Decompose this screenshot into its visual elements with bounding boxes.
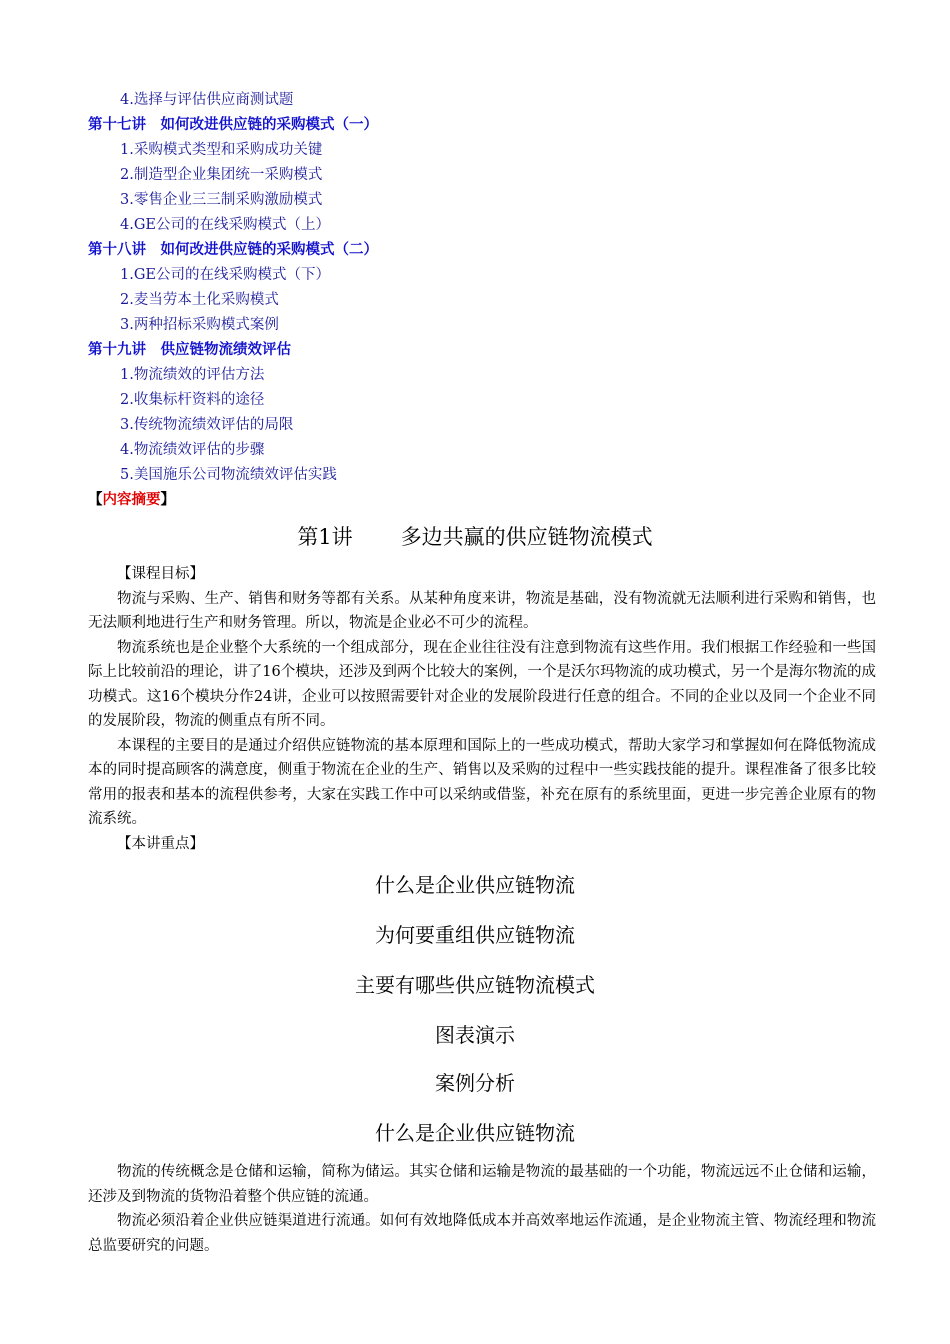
toc-item: 2.制造型企业集团统一采购模式 xyxy=(120,167,323,183)
toc-item: 1.采购模式类型和采购成功关键 xyxy=(120,142,323,158)
toc-lecture-heading: 第十八讲 如何改进供应链的采购模式（二） xyxy=(88,242,378,258)
key-point-item: 图表演示 xyxy=(435,1023,515,1047)
key-point-item: 主要有哪些供应链物流模式 xyxy=(355,973,595,997)
course-goal-section xyxy=(88,562,876,856)
toc-item: 1.GE公司的在线采购模式（下） xyxy=(120,267,331,283)
table-of-contents xyxy=(88,88,868,488)
toc-item: 2.收集标杆资料的途径 xyxy=(120,392,265,408)
summary-label xyxy=(88,488,175,509)
toc-item: 2.麦当劳本土化采购模式 xyxy=(120,292,279,308)
section-paragraph: 物流必须沿着企业供应链渠道进行流通。如何有效地降低成本并高效率地运作流通，是企业物流主管、物流经理和物流总监要研究的问题。 xyxy=(88,1213,876,1254)
lecture-name: 多边共赢的供应链物流模式 xyxy=(400,525,653,549)
toc-lecture-heading: 第十七讲 如何改进供应链的采购模式（一） xyxy=(88,117,378,133)
key-point-item: 案例分析 xyxy=(435,1071,515,1095)
lecture-number: 第1讲 xyxy=(297,525,353,549)
toc-item: 4.选择与评估供应商测试题 xyxy=(120,92,294,108)
course-goal-paragraph: 物流系统也是企业整个大系统的一个组成部分，现在企业往往没有注意到物流有这些作用。我们根据工作经验和一些国际上比较前沿的理论，讲了16个模块，还涉及到两个比较大的案例，一个是沃尔玛物流的成功模式，另一个是海尔物流的成功模式。这16个模块分作24讲，企业可以按照需要针对企业的发展阶段进行任意的组合。不同的企业以及同一个企业不同的发展阶段，物流的侧重点有所不同。 xyxy=(88,639,876,729)
toc-item: 3.零售企业三三制采购激励模式 xyxy=(120,192,323,208)
key-points-tag: 【本讲重点】 xyxy=(117,835,204,852)
course-goal-tag: 【课程目标】 xyxy=(117,566,204,582)
section-paragraph: 物流的传统概念是仓储和运输，简称为储运。其实仓储和运输是物流的最基础的一个功能，物流远远不止仓储和运输，还涉及到物流的货物沿着整个供应链的流通。 xyxy=(88,1164,876,1205)
section-body xyxy=(88,1160,876,1258)
toc-item: 5.美国施乐公司物流绩效评估实践 xyxy=(120,467,337,483)
lecture-title xyxy=(0,520,950,554)
key-point-item: 为何要重组供应链物流 xyxy=(375,923,575,947)
summary-bracket-open: 【 xyxy=(88,492,103,508)
summary-bracket-close: 】 xyxy=(160,492,175,508)
key-point-item: 什么是企业供应链物流 xyxy=(375,873,575,897)
toc-item: 4.GE公司的在线采购模式（上） xyxy=(120,217,331,233)
toc-item: 3.传统物流绩效评估的局限 xyxy=(120,417,294,433)
section-heading: 什么是企业供应链物流 xyxy=(375,1121,575,1145)
toc-item: 3.两种招标采购模式案例 xyxy=(120,317,279,333)
summary-label-text: 内容摘要 xyxy=(102,492,161,508)
course-goal-paragraph: 本课程的主要目的是通过介绍供应链物流的基本原理和国际上的一些成功模式，帮助大家学习和掌握如何在降低物流成本的同时提高顾客的满意度，侧重于物流在企业的生产、销售以及采购的过程中一些实践技能的提升。课程准备了很多比较常用的报表和基本的流程供参考，大家在实践工作中可以采纳或借鉴，补充在原有的系统里面，更进一步完善企业原有的物流系统。 xyxy=(88,737,876,827)
toc-item: 1.物流绩效的评估方法 xyxy=(120,367,265,383)
course-goal-paragraph: 物流与采购、生产、销售和财务等都有关系。从某种角度来讲，物流是基础，没有物流就无法顺利进行采购和销售，也无法顺利地进行生产和财务管理。所以，物流是企业必不可少的流程。 xyxy=(88,590,876,631)
toc-lecture-heading: 第十九讲 供应链物流绩效评估 xyxy=(88,342,291,358)
toc-item: 4.物流绩效评估的步骤 xyxy=(120,442,265,458)
